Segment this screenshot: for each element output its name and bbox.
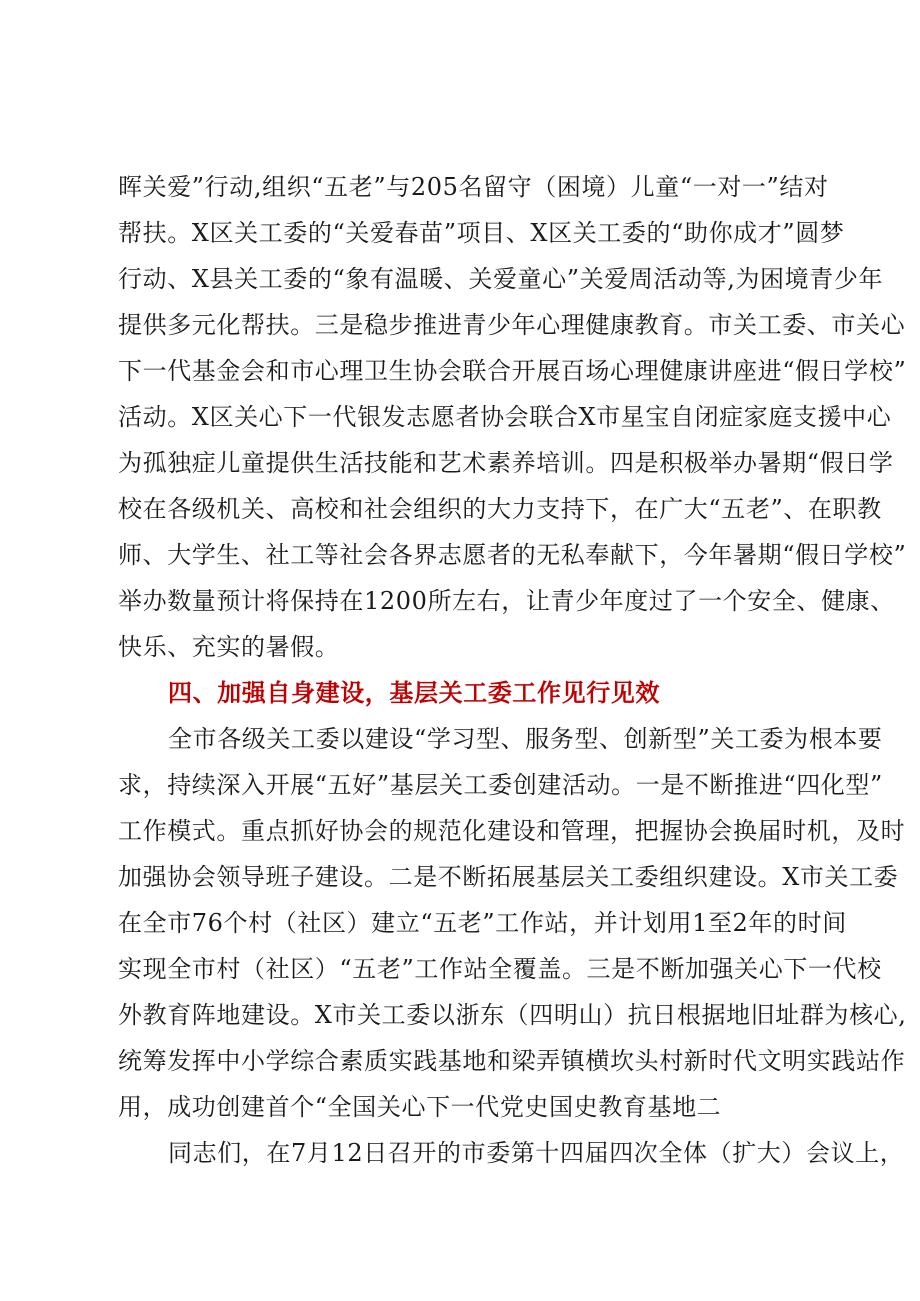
paragraph-line: 活动。X区关心下一代银发志愿者协会联合X市星宝自闭症家庭支援中心 [118, 403, 892, 431]
paragraph-line: 同志们，在7月12日召开的市委第十四届四次全体（扩大）会议上， [168, 1139, 905, 1167]
paragraph-line: 全市各级关工委以建设“学习型、服务型、创新型”关工委为根本要 [168, 725, 883, 753]
paragraph-line: 外教育阵地建设。X市关工委以浙东（四明山）抗日根据地旧址群为核心, [118, 1001, 907, 1029]
paragraph-line: 用，成功创建首个“全国关心下一代党史国史教育基地二 [118, 1093, 722, 1121]
paragraph-line: 求，持续深入开展“五好”基层关工委创建活动。一是不断推进“四化型” [118, 771, 883, 799]
paragraph-line: 下一代基金会和市心理卫生协会联合开展百场心理健康讲座进“假日学校” [118, 357, 907, 385]
paragraph-line: 师、大学生、社工等社会各界志愿者的无私奉献下，今年暑期“假日学校” [118, 541, 907, 569]
paragraph-line: 统筹发挥中小学综合素质实践基地和梁弄镇横坎头村新时代文明实践站作 [118, 1047, 906, 1075]
paragraph-line: 工作模式。重点抓好协会的规范化建设和管理，把握协会换届时机，及时 [118, 817, 906, 845]
paragraph-line: 快乐、充实的暑假。 [118, 633, 340, 661]
paragraph-line: 校在各级机关、高校和社会组织的大力支持下，在广大“五老”、在职教 [118, 495, 882, 523]
paragraph-line: 提供多元化帮扶。三是稳步推进青少年心理健康教育。市关工委、市关心 [118, 311, 906, 339]
paragraph-line: 晖关爱”行动,组织“五老”与205名留守（困境）儿童“一对一”结对 [118, 173, 829, 201]
section-heading: 四、加强自身建设，基层关工委工作见行见效 [168, 679, 660, 707]
paragraph-line: 为孤独症儿童提供生活技能和艺术素养培训。四是积极举办暑期“假日学 [118, 449, 894, 477]
paragraph-line: 行动、X县关工委的“象有温暖、关爱童心”关爱周活动等,为困境青少年 [118, 265, 884, 293]
paragraph-line: 实现全市村（社区）“五老”工作站全覆盖。三是不断加强关心下一代校 [118, 955, 882, 983]
paragraph-line: 举办数量预计将保持在1200所左右，让青少年度过了一个安全、健康、 [118, 587, 895, 615]
paragraph-line: 加强协会领导班子建设。二是不断拓展基层关工委组织建设。X市关工委 [118, 863, 899, 891]
paragraph-line: 在全市76个村（社区）建立“五老”工作站，并计划用1至2年的时间 [118, 909, 847, 937]
paragraph-line: 帮扶。X区关工委的“关爱春苗”项目、X区关工委的“助你成才”圆梦 [118, 219, 845, 247]
